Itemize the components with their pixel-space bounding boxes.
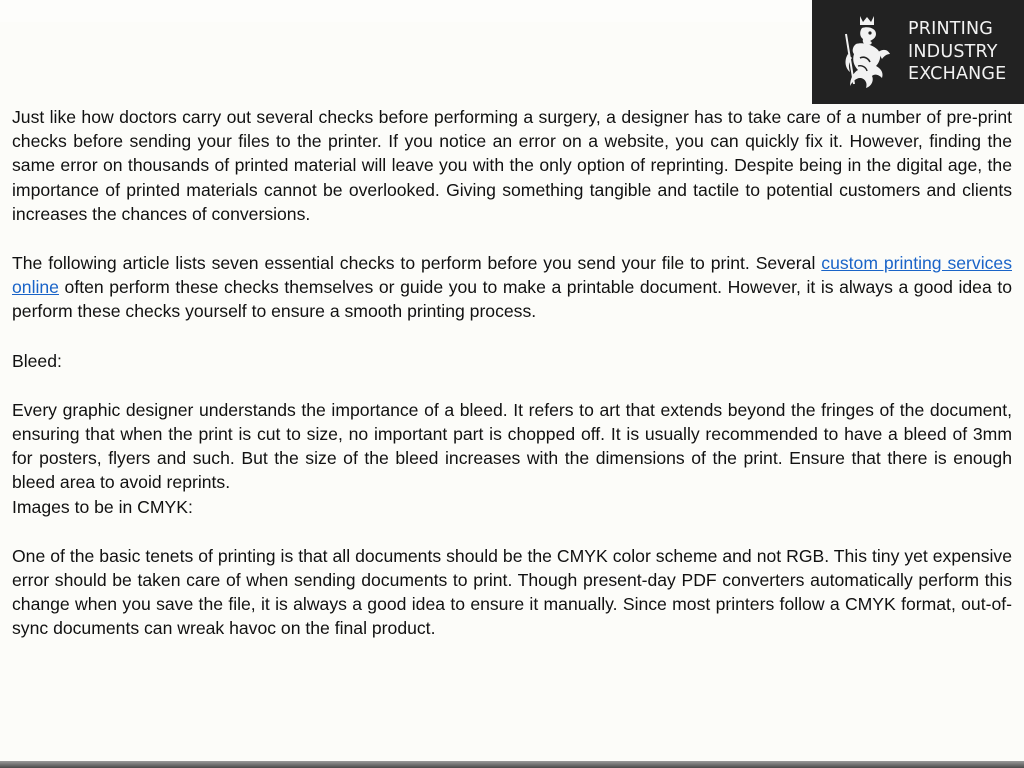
- cmyk-heading: Images to be in CMYK:: [12, 496, 193, 517]
- intro-paragraph: Just like how doctors carry out several checks before performing a surgery, a designer has to take care of a number of pre-print checks before sending your files to the printer. If you notice an error on a website, you can quickly fix it. However, finding the same error on thousands of printed material will leave you with the only option of reprinting. Despite being in the digital age, the importance of printed materials cannot be overlooked. Giving something tangible and tactile to potential customers and clients increases the chances of conversions.: [12, 107, 1012, 224]
- lion-crest-icon: [842, 14, 894, 90]
- logo-line: EXCHANGE: [908, 64, 1007, 84]
- top-band: [0, 0, 812, 22]
- bleed-paragraph: Every graphic designer understands the importance of a bleed. It refers to art that extends beyond the fringes of the document, ensuring that when the print is cut to size, no important part is chopped off. It is usually recommended to have a bleed of 3mm for posters, flyers and such. But the size of the bleed increases with the dimensions of the print. Ensure that there is enough bleed area to avoid reprints.: [12, 399, 1012, 493]
- cmyk-paragraph: One of the basic tenets of printing is that all documents should be the CMYK color scheme and not RGB. This tiny yet expensive error should be taken care of when sending documents to print. Though present-day PDF converters automatically perform this change when you save the file, it is always a good idea to ensure it manually. Since most printers follow a CMYK format, out-of-sync documents can wreak havoc on the final product.: [12, 545, 1012, 639]
- checks-paragraph: [12, 251, 1012, 324]
- logo-wordmark: [908, 18, 1006, 86]
- article-body: [12, 105, 1012, 641]
- logo-line: INDUSTRY: [908, 41, 998, 62]
- bottom-border: [0, 761, 1024, 768]
- logo-line: PRINTING: [908, 19, 994, 39]
- checks-paragraph-text: The following article lists seven essential checks to perform before you send your file to print. Several: [12, 253, 822, 274]
- brand-logo: [812, 0, 1024, 104]
- custom-printing-link[interactable]: custom printing services online: [12, 253, 1012, 298]
- bleed-heading: Bleed:: [12, 350, 62, 371]
- checks-paragraph-text: often perform these checks themselves or guide you to make a printable document. However, it is always a good idea to perform these checks yourself to ensure a smooth printing process.: [12, 277, 1012, 322]
